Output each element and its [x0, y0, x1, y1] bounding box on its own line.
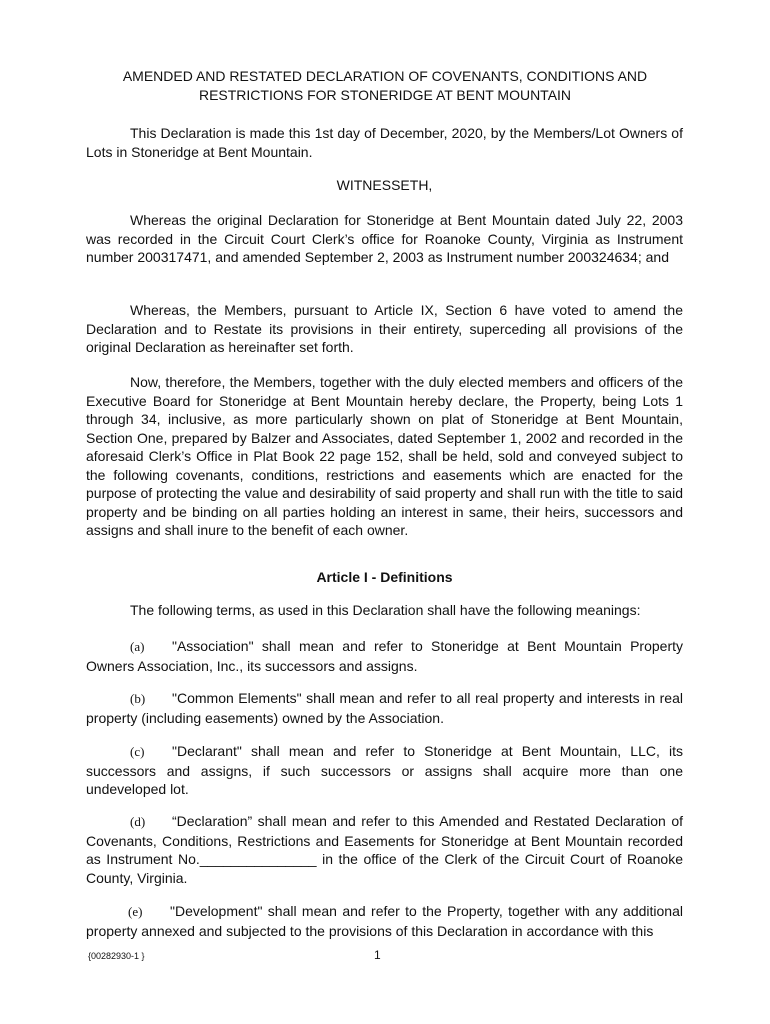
- definition-c: [86, 742, 683, 799]
- intro-paragraph: [86, 124, 683, 161]
- whereas-paragraph-2: [86, 301, 683, 357]
- document-title: [88, 67, 682, 105]
- definition-letter: (e): [128, 904, 143, 919]
- whereas-paragraph-1: [86, 211, 683, 267]
- definition-letter: (a): [130, 639, 145, 654]
- witnesseth-heading: WITNESSETH,: [336, 177, 433, 193]
- page-number: 1: [374, 948, 381, 962]
- definition-letter: (c): [130, 744, 145, 759]
- definition-text: "Common Elements" shall mean and refer to all real property and interests in real property (including easements) owned by the Association.: [86, 690, 683, 726]
- definition-text: “Declaration” shall mean and refer to this Amended and Restated Declaration of Covenants, Conditions, Restrictions and Easements for Stoneridge at Bent Mountain recorded as Instrument No._______________ in the office of the Clerk of the Circuit Court of Roanoke County, Virginia.: [86, 813, 683, 886]
- definition-letter: (b): [130, 691, 146, 706]
- definition-text: "Development" shall mean and refer to the Property, together with any additional property annexed and subjected to the provisions of this Declaration in accordance with this: [86, 903, 683, 939]
- title-line-2: RESTRICTIONS FOR STONERIDGE AT BENT MOUNTAIN: [198, 87, 572, 103]
- definition-a: [86, 637, 683, 675]
- whereas-2-text: Whereas, the Members, pursuant to Article IX, Section 6 have voted to amend the Declaration and to Restate its provisions in their entirety, superceding all provisions of the original Declaration as hereinafter set forth.: [86, 302, 683, 355]
- intro-text: This Declaration is made this 1st day of December, 2020, by the Members/Lot Owners of Lots in Stoneridge at Bent Mountain.: [86, 125, 683, 160]
- whereas-1-text: Whereas the original Declaration for Stoneridge at Bent Mountain dated July 22, 2003 was recorded in the Circuit Court Clerk’s office for Roanoke County, Virginia as Instrument number 200317471, and amended September 2, 2003 as Instrument number 200324634; and: [86, 212, 683, 265]
- definition-d: [86, 812, 683, 887]
- footer-reference: {00282930-1 }: [88, 951, 145, 961]
- definitions-intro-text: The following terms, as used in this Declaration shall have the following meanings:: [130, 602, 641, 618]
- definitions-intro-paragraph: [86, 601, 683, 620]
- definition-e: [86, 902, 683, 940]
- now-therefore-text: Now, therefore, the Members, together with the duly elected members and officers of the Executive Board for Stoneridge at Bent Mountain hereby declare, the Property, being Lots 1 through 34, inclusive, as more particularly shown on plat of Stoneridge at Bent Mountain, Section One, prepared by Balzer and Associates, dated September 1, 2002 and recorded in the aforesaid Clerk’s Office in Plat Book 22 page 152, shall be held, sold and conveyed subject to the following covenants, conditions, restrictions and easements which are enacted for the purpose of protecting the value and desirability of said property and shall run with the title to said property and be binding on all parties holding an interest in same, their heirs, successors and assigns and shall inure to the benefit of each owner.: [86, 374, 683, 538]
- definition-b: [86, 689, 683, 727]
- definition-text: "Declarant" shall mean and refer to Stoneridge at Bent Mountain, LLC, its successors and assigns, if such successors or assigns shall acquire more than one undeveloped lot.: [86, 743, 683, 797]
- definition-text: "Association" shall mean and refer to Stoneridge at Bent Mountain Property Owners Association, Inc., its successors and assigns.: [86, 638, 683, 674]
- article-heading: Article I - Definitions: [316, 569, 453, 585]
- now-therefore-paragraph: [86, 373, 683, 540]
- definition-letter: (d): [130, 814, 146, 829]
- title-line-1: AMENDED AND RESTATED DECLARATION OF COVENANTS, CONDITIONS AND: [122, 68, 648, 84]
